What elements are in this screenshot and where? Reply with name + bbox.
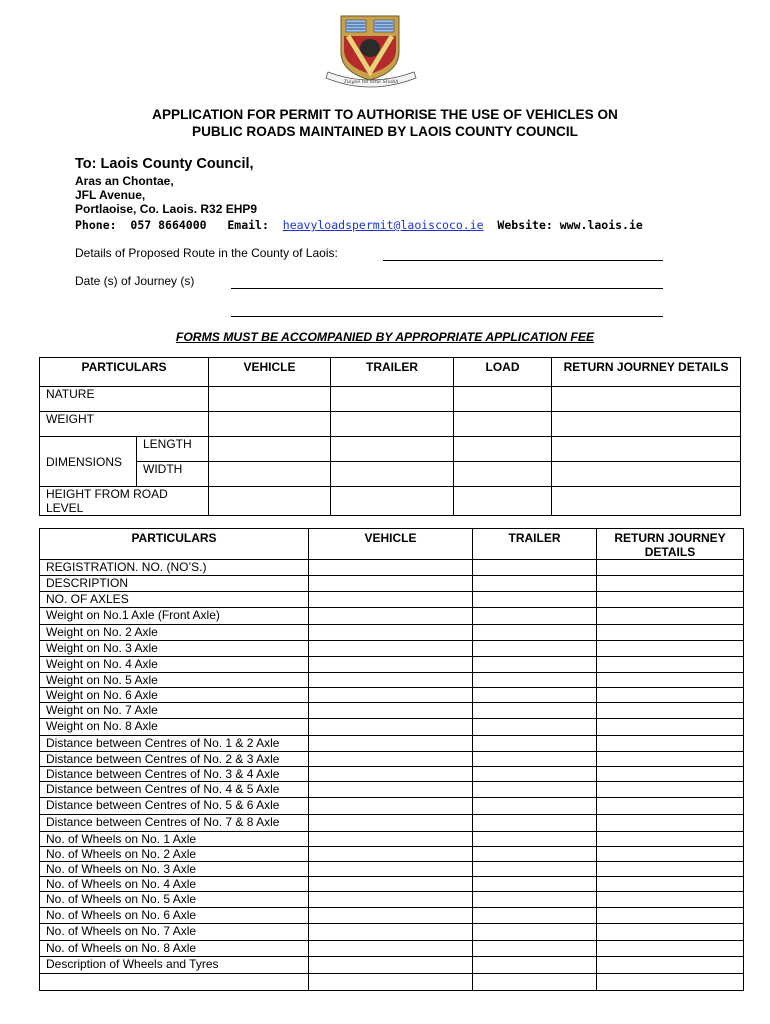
t2-row-label: Weight on No.1 Axle (Front Axle) <box>40 608 309 625</box>
svg-text:Tuigse na Sine Sliabh: Tuigse na Sine Sliabh <box>343 79 399 85</box>
t2-cell[interactable] <box>597 908 744 924</box>
table-row <box>40 657 744 673</box>
date-input-line-2[interactable] <box>231 302 663 317</box>
t1-cell[interactable] <box>454 437 552 462</box>
table-row <box>40 957 744 974</box>
t2-cell[interactable] <box>309 815 473 832</box>
t2-row-label: Weight on No. 2 Axle <box>40 625 309 641</box>
t2-cell[interactable] <box>597 625 744 641</box>
table-row <box>40 974 744 991</box>
date-field: Date (s) of Journey (s) <box>75 274 195 288</box>
t2-cell[interactable] <box>597 673 744 688</box>
t2-cell[interactable] <box>309 592 473 608</box>
t1-header-trailer: TRAILER <box>331 358 454 387</box>
t2-cell[interactable] <box>597 892 744 908</box>
t2-cell[interactable] <box>597 974 744 991</box>
t2-cell[interactable] <box>309 736 473 752</box>
phone-label: Phone: <box>75 218 117 232</box>
t2-header-trailer: TRAILER <box>473 529 597 560</box>
t1-cell[interactable] <box>552 437 741 462</box>
t2-row-label: Distance between Centres of No. 5 & 6 Axle <box>40 798 309 815</box>
table-row <box>40 688 744 703</box>
t1-row-width: WIDTH <box>137 462 209 487</box>
t1-cell[interactable] <box>331 462 454 487</box>
t1-row-dimensions: DIMENSIONS <box>40 437 137 487</box>
table-row <box>40 625 744 641</box>
fee-notice: FORMS MUST BE ACCOMPANIED BY APPROPRIATE APPLICATION FEE <box>175 330 595 344</box>
website-label: Website: <box>497 218 553 232</box>
t2-row-label: Weight on No. 4 Axle <box>40 657 309 673</box>
t2-header-vehicle: VEHICLE <box>309 529 473 560</box>
t2-cell[interactable] <box>597 688 744 703</box>
t2-row-label: Description of Wheels and Tyres <box>40 957 309 974</box>
t2-row-label: Distance between Centres of No. 4 & 5 Axle <box>40 782 309 798</box>
table-row <box>40 815 744 832</box>
t2-cell[interactable] <box>597 815 744 832</box>
t2-cell[interactable] <box>309 673 473 688</box>
t2-row-label: DESCRIPTION <box>40 576 309 592</box>
t2-cell[interactable] <box>309 782 473 798</box>
t2-cell[interactable] <box>597 592 744 608</box>
table-row <box>40 924 744 941</box>
t2-cell[interactable] <box>597 576 744 592</box>
t2-cell[interactable] <box>473 892 597 908</box>
t2-cell[interactable] <box>473 862 597 877</box>
t1-header-return-journey: RETURN JOURNEY DETAILS <box>552 358 741 387</box>
t2-cell[interactable] <box>597 782 744 798</box>
recipient-heading: To: Laois County Council, <box>75 156 254 172</box>
t1-cell[interactable] <box>209 412 331 437</box>
table-row <box>40 767 744 782</box>
t2-cell[interactable] <box>309 657 473 673</box>
t2-cell[interactable] <box>473 592 597 608</box>
t2-row-label: No. of Wheels on No. 1 Axle <box>40 832 309 847</box>
table-row <box>40 576 744 592</box>
t1-row-height: HEIGHT FROM ROAD LEVEL <box>40 487 209 516</box>
t2-cell[interactable] <box>309 560 473 576</box>
t2-cell[interactable] <box>473 576 597 592</box>
t1-cell[interactable] <box>552 462 741 487</box>
t1-header-vehicle: VEHICLE <box>209 358 331 387</box>
t2-row-label: Distance between Centres of No. 2 & 3 Axle <box>40 752 309 767</box>
t2-cell[interactable] <box>473 736 597 752</box>
date-input-line-1[interactable] <box>231 274 663 289</box>
t1-cell[interactable] <box>454 412 552 437</box>
form-title <box>40 106 730 140</box>
t2-row-label: Distance between Centres of No. 7 & 8 Axle <box>40 815 309 832</box>
t1-cell[interactable] <box>552 487 741 516</box>
table-row <box>40 752 744 767</box>
t2-row-label: No. of Wheels on No. 3 Axle <box>40 862 309 877</box>
t2-cell[interactable] <box>473 641 597 657</box>
t2-cell[interactable] <box>473 719 597 736</box>
t2-cell[interactable] <box>473 847 597 862</box>
t1-cell[interactable] <box>209 387 331 412</box>
form-title-line-2: PUBLIC ROADS MAINTAINED BY LAOIS COUNTY COUNCIL <box>192 124 578 139</box>
t1-cell[interactable] <box>552 387 741 412</box>
t2-row-label: No. of Wheels on No. 6 Axle <box>40 908 309 924</box>
t2-cell[interactable] <box>309 974 473 991</box>
t2-cell[interactable] <box>473 703 597 719</box>
t2-cell[interactable] <box>309 688 473 703</box>
table-row <box>40 892 744 908</box>
contact-line <box>75 218 643 232</box>
table-row <box>40 703 744 719</box>
t1-header-load: LOAD <box>454 358 552 387</box>
route-field: Details of Proposed Route in the County of Laois: <box>75 246 338 260</box>
t2-cell[interactable] <box>597 832 744 847</box>
t2-row-label: No. of Wheels on No. 4 Axle <box>40 877 309 892</box>
table-row <box>40 608 744 625</box>
email-label: Email: <box>227 218 269 232</box>
t2-cell[interactable] <box>597 862 744 877</box>
t2-cell[interactable] <box>309 767 473 782</box>
t1-cell[interactable] <box>331 387 454 412</box>
load-particulars-table <box>39 357 741 516</box>
t2-row-label: No. of Wheels on No. 7 Axle <box>40 924 309 941</box>
t2-cell[interactable] <box>473 782 597 798</box>
t2-cell[interactable] <box>309 892 473 908</box>
t2-cell[interactable] <box>597 957 744 974</box>
date-label: Date (s) of Journey <box>75 274 178 288</box>
email-link[interactable]: heavyloadspermit@laoiscoco.ie <box>282 218 484 232</box>
t2-row-label <box>40 974 309 991</box>
t2-cell[interactable] <box>309 641 473 657</box>
t2-cell[interactable] <box>473 974 597 991</box>
vehicle-particulars-table <box>39 528 744 991</box>
t2-cell[interactable] <box>597 847 744 862</box>
t1-cell[interactable] <box>209 462 331 487</box>
t2-row-label: Weight on No. 8 Axle <box>40 719 309 736</box>
t2-cell[interactable] <box>597 941 744 957</box>
table-row <box>40 847 744 862</box>
t2-row-label: Weight on No. 5 Axle <box>40 673 309 688</box>
t2-cell[interactable] <box>597 560 744 576</box>
t2-cell[interactable] <box>473 924 597 941</box>
table-row <box>40 673 744 688</box>
address-line-1: Aras an Chontae, <box>75 174 174 188</box>
t2-cell[interactable] <box>473 957 597 974</box>
table-row <box>40 798 744 815</box>
t2-cell[interactable] <box>473 908 597 924</box>
t2-cell[interactable] <box>309 703 473 719</box>
t2-cell[interactable] <box>597 641 744 657</box>
address-line-2: JFL Avenue, <box>75 188 146 202</box>
t1-header-particulars: PARTICULARS <box>40 358 209 387</box>
t2-cell[interactable] <box>473 688 597 703</box>
t2-row-label: Weight on No. 6 Axle <box>40 688 309 703</box>
table-row <box>40 908 744 924</box>
website-url: www.laois.ie <box>559 218 643 232</box>
t2-cell[interactable] <box>597 657 744 673</box>
t1-cell[interactable] <box>331 487 454 516</box>
t2-row-label: Weight on No. 3 Axle <box>40 641 309 657</box>
table-row <box>40 782 744 798</box>
t2-row-label: No. of Wheels on No. 5 Axle <box>40 892 309 908</box>
t2-cell[interactable] <box>597 608 744 625</box>
council-crest-logo <box>318 14 424 92</box>
t1-cell[interactable] <box>552 412 741 437</box>
t2-cell[interactable] <box>309 847 473 862</box>
t2-cell[interactable] <box>309 719 473 736</box>
t2-row-label: Distance between Centres of No. 1 & 2 Axle <box>40 736 309 752</box>
t2-row-label: REGISTRATION. NO. (NO’S.) <box>40 560 309 576</box>
t2-cell[interactable] <box>309 576 473 592</box>
table-row <box>40 560 744 576</box>
t1-cell[interactable] <box>209 437 331 462</box>
table-row <box>40 719 744 736</box>
t2-cell[interactable] <box>309 608 473 625</box>
t1-row-length: LENGTH <box>137 437 209 462</box>
t2-row-label: Weight on No. 7 Axle <box>40 703 309 719</box>
t2-cell[interactable] <box>597 736 744 752</box>
table-row <box>40 941 744 957</box>
table-row <box>40 832 744 847</box>
table-row <box>40 736 744 752</box>
t2-row-label: No. of Wheels on No. 2 Axle <box>40 847 309 862</box>
route-input-line[interactable] <box>383 246 663 261</box>
t2-cell[interactable] <box>309 625 473 641</box>
t2-cell[interactable] <box>473 941 597 957</box>
t2-cell[interactable] <box>473 625 597 641</box>
t1-cell[interactable] <box>454 487 552 516</box>
t2-cell[interactable] <box>473 752 597 767</box>
table-row <box>40 877 744 892</box>
t2-header-return-journey: RETURN JOURNEY DETAILS <box>597 529 744 560</box>
t2-cell[interactable] <box>309 862 473 877</box>
t2-cell[interactable] <box>309 832 473 847</box>
t2-cell[interactable] <box>473 608 597 625</box>
table-row <box>40 592 744 608</box>
t2-cell[interactable] <box>597 752 744 767</box>
t2-row-label: No. of Wheels on No. 8 Axle <box>40 941 309 957</box>
t1-cell[interactable] <box>209 487 331 516</box>
t2-cell[interactable] <box>309 924 473 941</box>
t2-cell[interactable] <box>473 798 597 815</box>
t2-cell[interactable] <box>309 877 473 892</box>
t1-cell[interactable] <box>331 412 454 437</box>
t2-row-label: Distance between Centres of No. 3 & 4 Axle <box>40 767 309 782</box>
t2-cell[interactable] <box>473 877 597 892</box>
table-row <box>40 641 744 657</box>
route-label: Details of Proposed Route in the County of Laois <box>75 246 335 260</box>
t2-cell[interactable] <box>473 767 597 782</box>
t2-cell[interactable] <box>309 798 473 815</box>
t2-cell[interactable] <box>473 560 597 576</box>
t1-row-weight: WEIGHT <box>40 412 209 437</box>
t2-row-label: NO. OF AXLES <box>40 592 309 608</box>
t2-cell[interactable] <box>597 719 744 736</box>
t2-cell[interactable] <box>473 832 597 847</box>
t2-cell[interactable] <box>473 673 597 688</box>
t2-cell[interactable] <box>309 941 473 957</box>
form-title-line-1: APPLICATION FOR PERMIT TO AUTHORISE THE USE OF VEHICLES ON <box>152 107 618 122</box>
t2-cell[interactable] <box>597 767 744 782</box>
t2-cell[interactable] <box>309 908 473 924</box>
t2-cell[interactable] <box>473 657 597 673</box>
t2-cell[interactable] <box>473 815 597 832</box>
address-line-3: Portlaoise, Co. Laois. R32 EHP9 <box>75 202 258 216</box>
t1-row-nature: NATURE <box>40 387 209 412</box>
t2-cell[interactable] <box>597 798 744 815</box>
t1-cell[interactable] <box>454 387 552 412</box>
t1-cell[interactable] <box>331 437 454 462</box>
t2-cell[interactable] <box>309 752 473 767</box>
t2-cell[interactable] <box>597 924 744 941</box>
t1-cell[interactable] <box>454 462 552 487</box>
t2-cell[interactable] <box>597 703 744 719</box>
t2-cell[interactable] <box>309 957 473 974</box>
t2-cell[interactable] <box>597 877 744 892</box>
t2-header-particulars: PARTICULARS <box>40 529 309 560</box>
phone-number: 057 8664000 <box>130 218 207 232</box>
table-row <box>40 862 744 877</box>
